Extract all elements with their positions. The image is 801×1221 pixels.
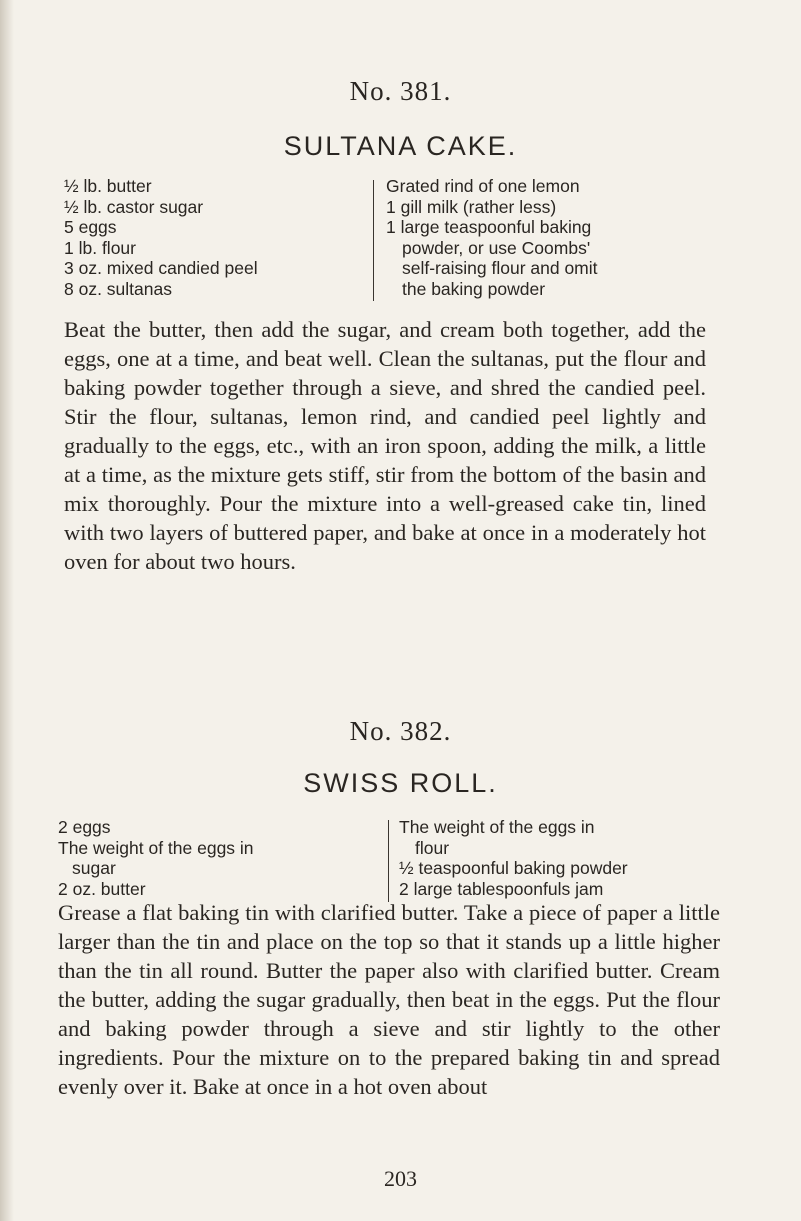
ingredient-line: 2 eggs	[58, 817, 111, 837]
ingredients-right-column	[399, 817, 719, 899]
ingredient-line: sugar	[72, 858, 116, 879]
ingredient-line: ½ lb. butter	[64, 176, 152, 196]
ingredient-line: flour	[415, 837, 450, 858]
ingredient-line: ½ teaspoonful baking powder	[399, 858, 628, 879]
ingredients-divider	[388, 820, 389, 902]
ingredient-line: Grated rind of one lemon	[386, 176, 580, 196]
ingredients-left-column	[58, 817, 388, 899]
recipe-number: No. 381.	[349, 76, 452, 106]
ingredient-line: 8 oz. sultanas	[64, 278, 172, 299]
recipe-number: No. 382.	[349, 716, 452, 746]
ingredient-line: 1 lb. flour	[64, 237, 136, 258]
ingredient-line: 2 large tablespoonfuls jam	[399, 878, 604, 899]
method-paragraph: Beat the butter, then add the sugar, and cream both together, add the eggs, one at a time, and beat well. Clean the sultanas, put the flour and baking powder together through a sieve, and shred the candied peel. Stir the flour, sultanas, lemon rind, and candied peel lightly and gradually to the eggs, etc., with an iron spoon, adding the milk, a little at a time, as the mixture gets stiff, stir from the bottom of the basin and mix thoroughly. Pour the mixture into a well-greased cake tin, lined with two layers of buttered paper, and bake at once in a moderately hot oven for about two hours.	[64, 317, 706, 574]
recipe-title: SWISS ROLL.	[303, 768, 498, 798]
recipe-title: SULTANA CAKE.	[283, 131, 518, 161]
ingredients-right-column	[386, 176, 706, 300]
page-number: 203	[384, 1166, 417, 1191]
ingredient-line: 1 large teaspoonful baking	[386, 217, 592, 238]
ingredient-line: powder, or use Coombs'	[402, 237, 591, 258]
ingredient-line: 5 eggs	[64, 217, 117, 238]
ingredients-left-column	[64, 176, 364, 300]
ingredient-line: the baking powder	[402, 278, 546, 299]
ingredient-line: The weight of the eggs in	[399, 817, 595, 837]
page-gutter-shadow	[0, 0, 14, 1221]
method-paragraph: Grease a flat baking tin with clarified butter. Take a piece of paper a little larger than the tin and place on the top so that it stands up a little higher than the tin all round. Butter the paper also with clarified butter. Cream the butter, adding the sugar gradually, then beat in the eggs. Put the flour and baking powder through a sieve and stir lightly to the other ingredients. Pour the mixture on to the prepared baking tin and spread evenly over it. Bake at once in a hot oven about	[58, 900, 720, 1099]
ingredient-line: 1 gill milk (rather less)	[386, 196, 557, 217]
ingredient-line: ½ lb. castor sugar	[64, 196, 204, 217]
ingredient-line: self-raising flour and omit	[402, 258, 598, 279]
ingredient-line: 3 oz. mixed candied peel	[64, 258, 258, 279]
ingredient-line: 2 oz. butter	[58, 878, 146, 899]
ingredient-line: The weight of the eggs in	[58, 837, 254, 858]
ingredients-divider	[373, 180, 374, 301]
